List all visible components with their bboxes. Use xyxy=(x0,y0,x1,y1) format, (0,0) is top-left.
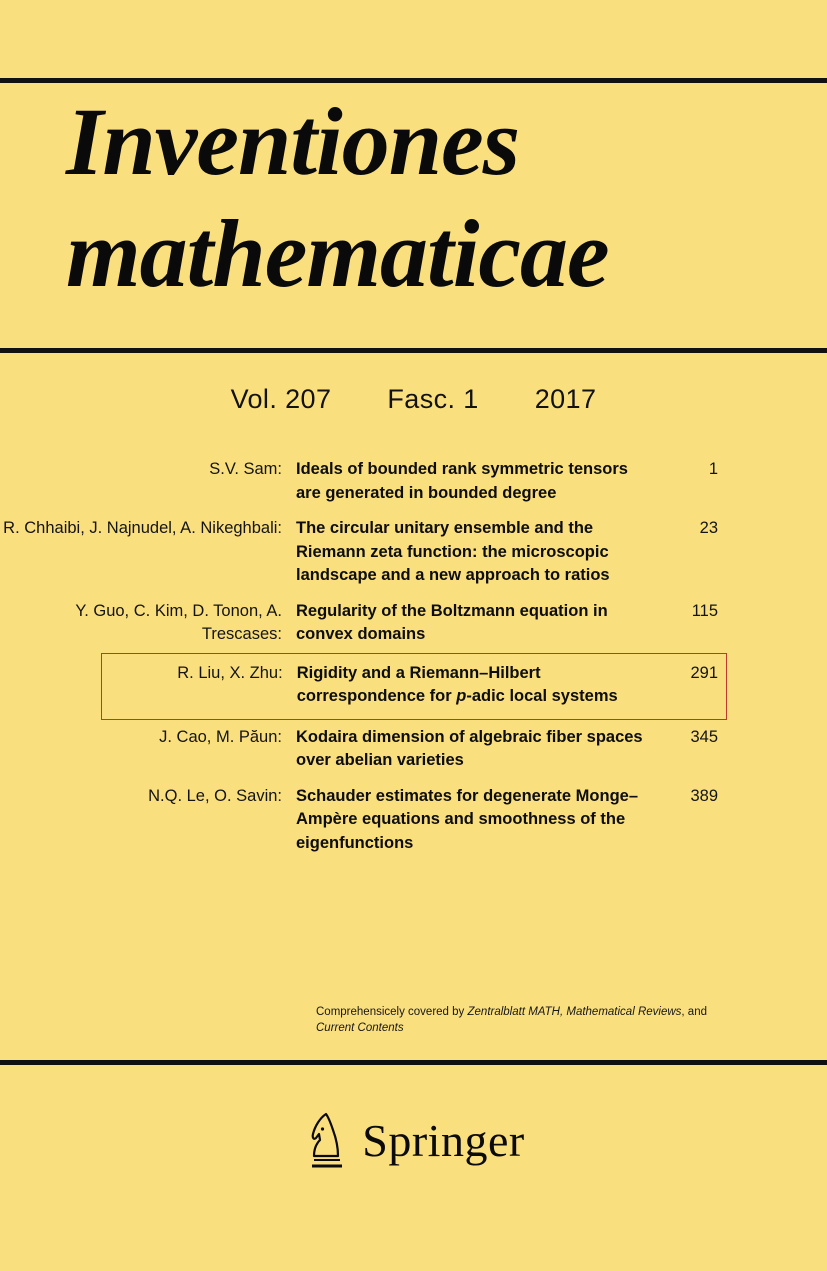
article-authors: N.Q. Le, O. Savin: xyxy=(148,786,282,805)
coverage-note xyxy=(316,1004,736,1036)
divider-middle xyxy=(0,348,827,353)
table-row[interactable] xyxy=(0,511,827,594)
table-row[interactable] xyxy=(0,779,827,862)
coverage-italic-mathreviews: Mathematical Reviews xyxy=(566,1006,682,1018)
publisher-logo xyxy=(0,1108,827,1172)
article-authors: S.V. Sam: xyxy=(209,460,282,478)
table-row[interactable] xyxy=(0,452,827,511)
article-title: Ideals of bounded rank symmetric tensors are generated in bounded degree xyxy=(296,460,628,502)
table-row[interactable] xyxy=(0,720,827,779)
year-label: 2017 xyxy=(534,384,597,414)
article-page: 345 xyxy=(690,727,718,746)
article-page: 23 xyxy=(699,519,718,537)
table-row-highlighted[interactable] xyxy=(101,653,727,720)
article-title: Schauder estimates for degenerate Monge–Ampère equations and smoothness of the eigenfunctions xyxy=(296,786,639,852)
table-row[interactable] xyxy=(0,594,827,653)
article-authors: R. Liu, X. Zhu: xyxy=(177,663,283,682)
journal-title-line-2: mathematicae xyxy=(66,200,609,307)
article-title: Regularity of the Boltzmann equation in convex domains xyxy=(296,601,608,643)
coverage-italic-zentralblatt: Zentralblatt MATH, xyxy=(467,1006,564,1018)
article-title: The circular unitary ensemble and the Riemann zeta function: the microscopic landscape and a new approach to ratios xyxy=(296,519,610,584)
article-authors: R. Chhaibi, J. Najnudel, A. Nikeghbali: xyxy=(3,519,282,537)
coverage-italic-currentcontents: Current Contents xyxy=(316,1022,404,1034)
article-title: Rigidity and a Riemann–Hilbert correspondence for p-adic local systems xyxy=(296,663,618,705)
fascicle-label: Fasc. 1 xyxy=(387,384,479,414)
volume-label: Vol. 207 xyxy=(230,384,332,414)
table-of-contents xyxy=(0,452,827,861)
article-authors: J. Cao, M. Păun: xyxy=(159,727,282,746)
divider-bottom xyxy=(0,1060,827,1065)
article-page: 389 xyxy=(690,786,718,805)
masthead xyxy=(66,86,786,310)
article-page: 1 xyxy=(708,460,718,478)
springer-knight-icon xyxy=(302,1108,348,1172)
article-authors: Y. Guo, C. Kim, D. Tonon, A. Trescases: xyxy=(75,601,282,643)
issue-info xyxy=(0,384,827,415)
article-page: 115 xyxy=(691,601,718,620)
article-title: Kodaira dimension of algebraic fiber spaces over abelian varieties xyxy=(296,727,643,769)
article-page: 291 xyxy=(690,663,718,682)
coverage-lead: Comprehensicely covered by xyxy=(316,1006,468,1018)
springer-wordmark: Springer xyxy=(362,1114,525,1166)
coverage-middle: , and xyxy=(681,1006,707,1018)
divider-top xyxy=(0,78,827,83)
journal-title-line-1: Inventiones xyxy=(66,88,520,195)
